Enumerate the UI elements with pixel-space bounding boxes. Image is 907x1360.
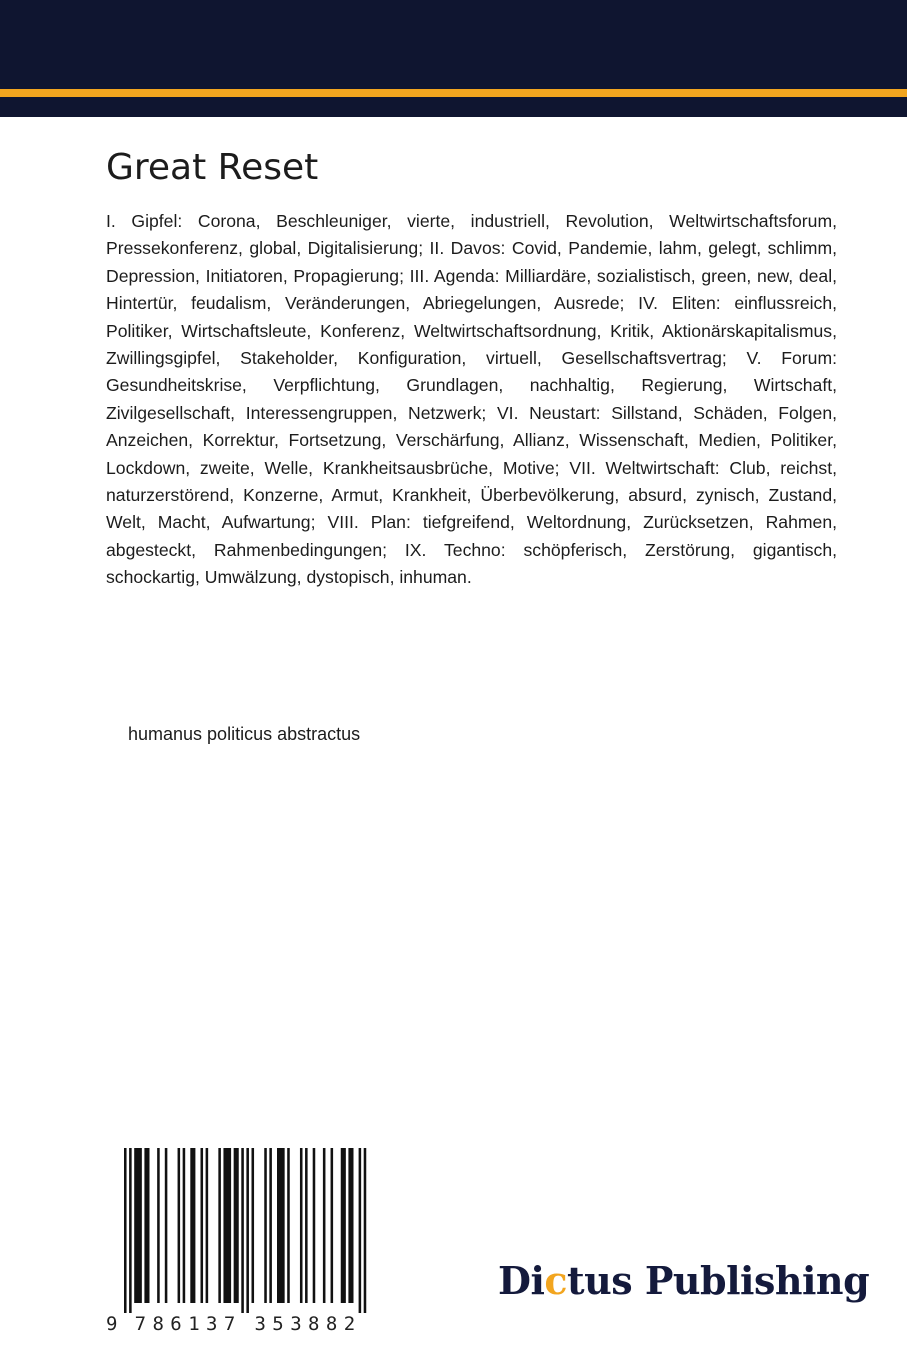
barcode-bar: [201, 1148, 204, 1303]
isbn-digit: 6: [170, 1313, 182, 1335]
top-header-band: [0, 0, 907, 117]
barcode-bar: [313, 1148, 316, 1303]
barcode-bar: [269, 1148, 272, 1303]
barcode-bar: [348, 1148, 353, 1303]
barcode-bar: [134, 1148, 142, 1303]
barcode-bar: [341, 1148, 346, 1303]
barcode-bar: [183, 1148, 186, 1303]
isbn-digit: 3: [254, 1313, 266, 1335]
publisher-name-accent: c: [544, 1258, 568, 1303]
barcode-bar: [331, 1148, 334, 1303]
isbn-digit: 2: [343, 1313, 356, 1335]
barcode-bar: [223, 1148, 231, 1303]
barcode-bar: [157, 1148, 160, 1303]
barcode-bar: [190, 1148, 195, 1303]
barcode-bar: [305, 1148, 308, 1303]
barcode-bar: [252, 1148, 255, 1303]
isbn-digit: 3: [206, 1313, 218, 1335]
barcode-bar: [178, 1148, 181, 1303]
barcode-bar: [234, 1148, 239, 1303]
isbn-digit: 5: [272, 1313, 284, 1335]
barcode-bar: [300, 1148, 303, 1303]
isbn-digit: 9: [106, 1313, 118, 1335]
isbn-digit: 8: [308, 1313, 320, 1335]
isbn-digit: 1: [188, 1313, 200, 1335]
barcode-bar: [323, 1148, 326, 1303]
barcode-bar: [287, 1148, 290, 1303]
isbn-barcode: [104, 1148, 422, 1338]
barcode-guard-bar: [124, 1148, 127, 1313]
barcode-bar: [264, 1148, 267, 1303]
isbn-digit: 7: [223, 1313, 236, 1335]
barcode-bar: [144, 1148, 149, 1303]
isbn-digit: 7: [134, 1313, 147, 1335]
isbn-digit: 8: [152, 1313, 164, 1335]
isbn-digit: 3: [290, 1313, 302, 1335]
isbn-digit: 8: [325, 1313, 338, 1335]
barcode-bars: [104, 1148, 422, 1313]
barcode-guard-bar: [129, 1148, 132, 1313]
barcode-bar: [206, 1148, 209, 1303]
barcode-guard-bar: [359, 1148, 362, 1313]
book-title: Great Reset: [106, 147, 319, 188]
barcode-bar: [218, 1148, 221, 1303]
book-description: I. Gipfel: Corona, Beschleuniger, vierte, industriell, Revolution, Weltwirtschaftsforum, Pressekonferenz, global, Digitalisierung; II. Davos: Covid, Pandemie, lahm, gelegt, schlimm, Depression, Initiatoren, Propagierung; III. Agenda: Milliardäre, sozialistisch, green, new, deal, Hintertür, feudalism, Veränderungen, Abriegelungen, Ausrede; IV. Eliten: einflussreich, Politiker, Wirtschaftsleute, Konferenz, Weltwirtschaftsordnung, Kritik, Aktionärskapitalismus, Zwillingsgipfel, Stakeholder, Konfiguration, virtuell, Gesellschaftsvertrag; V. Forum: Gesundheitskrise, Verpflichtung, Grundlagen, nachhaltig, Regierung, Wirtschaft, Zivilgesellschaft, Interessengruppen, Netzwerk; VI. Neustart: Sillstand, Schäden, Folgen, Anzeichen, Korrektur, Fortsetzung, Verschärfung, Allianz, Wissenschaft, Medien, Politiker, Lockdown, zweite, Welle, Krankheitsausbrüche, Motive; VII. Weltwirtschaft: Club, reichst, naturzerstörend, Konzerne, Armut, Krankheit, Überbevölkerung, absurd, zynisch, Zustand, Welt, Macht, Aufwartung; VIII. Plan: tiefgreifend, Weltordnung, Zurücksetzen, Rahmen, abgesteckt, Rahmenbedingungen; IX. Techno: schöpferisch, Zerstörung, gigantisch, schockartig, Umwälzung, dystopisch, inhuman.: [106, 211, 837, 588]
barcode-bar: [277, 1148, 285, 1303]
barcode-guard-bar: [241, 1148, 244, 1313]
author-name: humanus politicus abstractus: [128, 724, 361, 744]
barcode-guard-bar: [364, 1148, 367, 1313]
publisher-name-part1: Di: [498, 1258, 545, 1303]
top-accent-stripe: [0, 89, 907, 97]
barcode-bar: [165, 1148, 168, 1303]
publisher-logo: [498, 1256, 869, 1306]
barcode-guard-bar: [246, 1148, 249, 1313]
isbn-number: [104, 1313, 422, 1337]
publisher-name-part2: tus Publishing: [567, 1258, 870, 1303]
